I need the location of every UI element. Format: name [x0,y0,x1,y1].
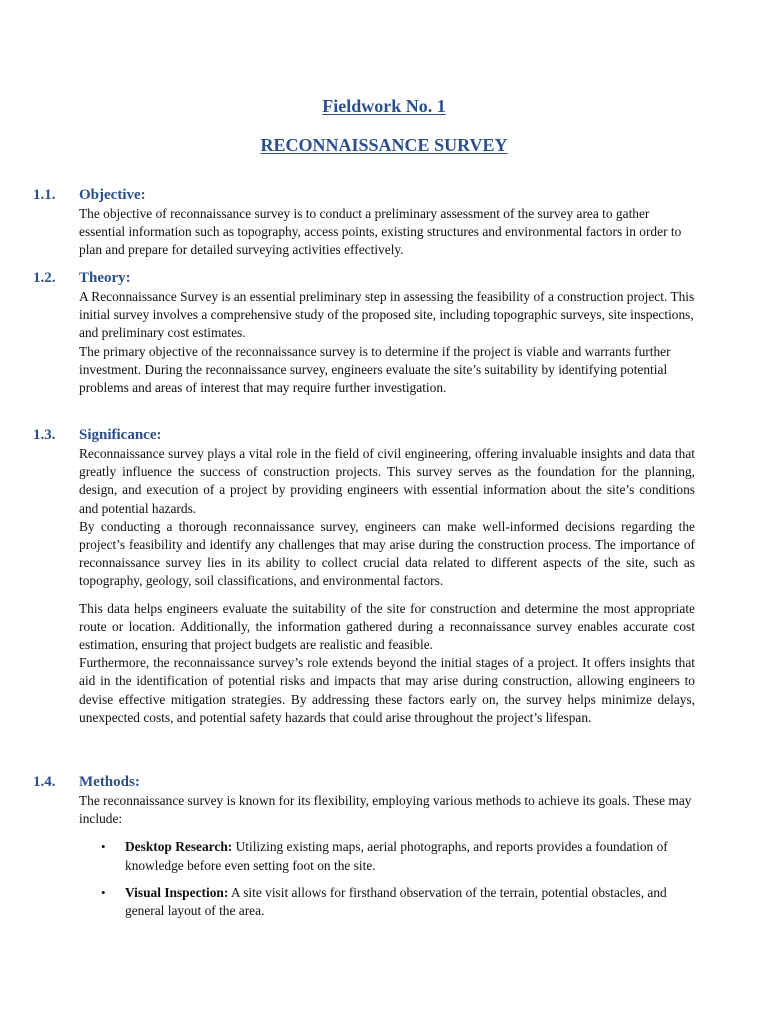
list-item-text: Utilizing existing maps, aerial photographs, and reports provides a foundation of knowledge before even setting foot on the site. [125,839,668,873]
section-title: Theory: [79,270,131,286]
section-body [79,445,695,727]
section-heading [33,773,695,792]
paragraph: Furthermore, the reconnaissance survey’s role extends beyond the initial stages of a project. It offers insights that aid in the identification of potential risks and impacts that may arise during construction, allowing engineers to devise effective mitigation strategies. By addressing these factors early on, the survey helps minimize delays, unexpected costs, and potential safety hazards that could arise throughout the project’s lifespan. [79,655,695,725]
list-item-label: Desktop Research: [125,839,233,855]
methods-list [79,838,695,920]
section-title: Objective: [79,187,146,203]
section-objective [33,186,695,260]
section-number: 1.1. [33,187,56,203]
section-number: 1.3. [33,427,56,443]
paragraph: The reconnaissance survey is known for its flexibility, employing various methods to achieve its goals. These may include: [79,793,692,827]
section-heading [33,426,695,445]
section-number: 1.2. [33,270,56,286]
bullet-icon: • [101,839,106,855]
paragraph: A Reconnaissance Survey is an essential preliminary step in assessing the feasibility of a construction project. This initial survey involves a comprehensive study of the proposed site, including topographic surveys, site inspections, and preliminary cost estimates. [79,289,695,341]
section-number: 1.4. [33,774,56,790]
paragraph: This data helps engineers evaluate the suitability of the site for construction and determine the most appropriate route or location. Additionally, the information gathered during a reconnaissance survey enables accurate cost estimation, ensuring that project budgets are realistic and feasible. [79,600,695,653]
document-subtitle: RECONNAISSANCE SURVEY [260,135,508,155]
section-significance [33,426,695,727]
paragraph: By conducting a thorough reconnaissance survey, engineers can make well-informed decisions regarding the project’s feasibility and identify any challenges that may arise during the construction process. The importance of reconnaissance survey lies in its ability to collect crucial data related to different aspects of the site, such as topography, geology, soil classifications, and environmental factors. [79,518,695,589]
section-body [79,288,695,397]
document-title: Fieldwork No. 1 [322,96,446,116]
paragraph: Reconnaissance survey plays a vital role in the field of civil engineering, offering invaluable insights and data that greatly influence the success of construction projects. This survey serves as the foundation for the planning, design, and execution of a project by providing engineers with essential information about the site’s conditions and potential hazards. [79,446,695,516]
section-heading [33,269,695,288]
list-item [79,884,695,920]
paragraph: The primary objective of the reconnaissance survey is to determine if the project is viable and warrants further investment. During the reconnaissance survey, engineers evaluate the site’s suitability by identifying potential problems and areas of interest that may require further investigation. [79,343,671,396]
list-item-label: Visual Inspection: [125,884,229,900]
section-body [79,205,695,260]
section-title: Methods: [79,774,140,790]
section-methods [33,773,695,929]
list-item [79,838,695,874]
section-body [79,792,695,920]
list-item-text: A site visit allows for firsthand observation of the terrain, potential obstacles, and general layout of the area. [125,884,667,919]
bullet-icon: • [101,884,106,900]
section-theory [33,269,695,397]
paragraph: The objective of reconnaissance survey is to conduct a preliminary assessment of the survey area to gather essential information such as topography, access points, existing structures and environmental factors in order to plan and prepare for detailed surveying activities effectively. [79,206,682,258]
section-title: Significance: [79,427,162,443]
section-heading [33,186,695,205]
